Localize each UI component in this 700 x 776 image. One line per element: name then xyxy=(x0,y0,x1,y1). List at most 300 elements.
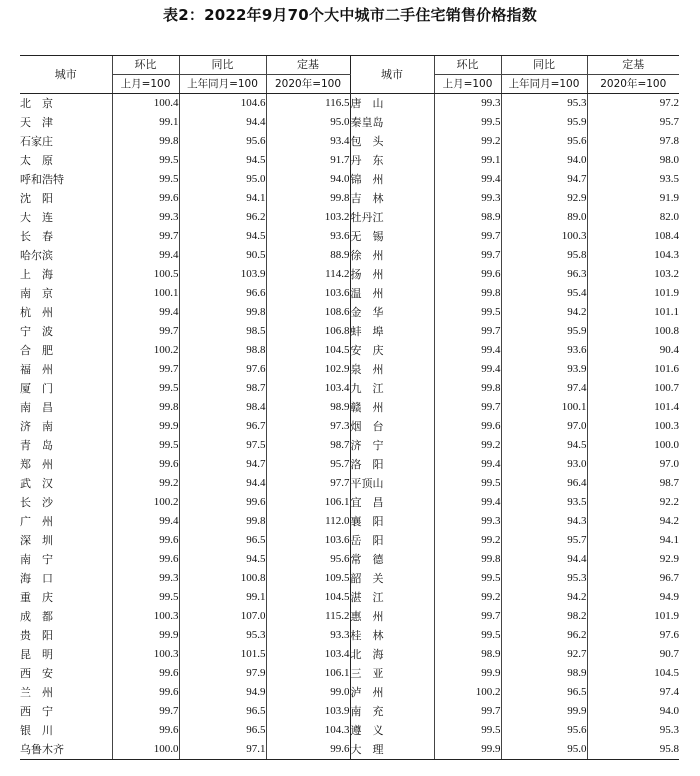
left-mom-cell: 100.4 xyxy=(112,94,179,114)
left-yoy-cell: 95.6 xyxy=(179,132,266,151)
left-yoy-cell: 107.0 xyxy=(179,607,266,626)
right-mom-cell: 99.2 xyxy=(434,588,501,607)
right-base-cell: 92.2 xyxy=(587,493,679,512)
right-city-cell: 扬 州 xyxy=(350,265,434,284)
left-mom-cell: 99.4 xyxy=(112,512,179,531)
left-yoy-cell: 97.1 xyxy=(179,740,266,760)
table-row xyxy=(20,626,679,645)
right-mom-cell: 99.5 xyxy=(434,303,501,322)
right-city-cell: 北 海 xyxy=(350,645,434,664)
left-mom-cell: 100.3 xyxy=(112,645,179,664)
right-mom-cell: 99.8 xyxy=(434,379,501,398)
right-yoy-cell: 95.3 xyxy=(501,569,587,588)
left-mom-cell: 99.4 xyxy=(112,303,179,322)
left-base-cell: 99.8 xyxy=(266,189,350,208)
subheader-base-right: 2020年=100 xyxy=(587,75,679,94)
right-base-cell: 94.2 xyxy=(587,512,679,531)
right-yoy-cell: 95.3 xyxy=(501,94,587,114)
left-base-cell: 88.9 xyxy=(266,246,350,265)
right-base-cell: 90.7 xyxy=(587,645,679,664)
left-mom-cell: 99.5 xyxy=(112,151,179,170)
right-base-cell: 101.6 xyxy=(587,360,679,379)
right-city-cell: 济 宁 xyxy=(350,436,434,455)
right-yoy-cell: 96.2 xyxy=(501,626,587,645)
table-row xyxy=(20,664,679,683)
right-base-cell: 92.9 xyxy=(587,550,679,569)
header-yoy-right: 同比 xyxy=(501,56,587,75)
left-mom-cell: 99.7 xyxy=(112,702,179,721)
left-yoy-cell: 100.8 xyxy=(179,569,266,588)
left-yoy-cell: 94.4 xyxy=(179,113,266,132)
left-mom-cell: 99.6 xyxy=(112,664,179,683)
right-city-cell: 常 德 xyxy=(350,550,434,569)
right-yoy-cell: 100.3 xyxy=(501,227,587,246)
left-yoy-cell: 104.6 xyxy=(179,94,266,114)
right-yoy-cell: 94.2 xyxy=(501,303,587,322)
right-mom-cell: 99.4 xyxy=(434,360,501,379)
left-city-cell: 西 安 xyxy=(20,667,53,680)
left-mom-cell: 99.9 xyxy=(112,417,179,436)
right-mom-cell: 99.7 xyxy=(434,227,501,246)
right-base-cell: 96.7 xyxy=(587,569,679,588)
right-city-cell: 宜 昌 xyxy=(350,493,434,512)
right-city-cell: 泸 州 xyxy=(350,683,434,702)
right-city-cell: 蚌 埠 xyxy=(350,322,434,341)
left-mom-cell: 99.5 xyxy=(112,436,179,455)
table-row xyxy=(20,512,679,531)
left-mom-cell: 99.8 xyxy=(112,132,179,151)
right-base-cell: 93.5 xyxy=(587,170,679,189)
left-city-cell: 重 庆 xyxy=(20,591,53,604)
right-yoy-cell: 95.9 xyxy=(501,113,587,132)
table-row xyxy=(20,189,679,208)
right-city-cell: 三 亚 xyxy=(350,664,434,683)
right-city-cell: 无 锡 xyxy=(350,227,434,246)
right-city-cell: 平顶山 xyxy=(350,474,434,493)
table-row xyxy=(20,493,679,512)
table-row xyxy=(20,740,679,760)
left-base-cell: 91.7 xyxy=(266,151,350,170)
right-base-cell: 97.6 xyxy=(587,626,679,645)
right-mom-cell: 99.8 xyxy=(434,284,501,303)
table-row xyxy=(20,588,679,607)
left-base-cell: 103.4 xyxy=(266,645,350,664)
right-mom-cell: 99.5 xyxy=(434,569,501,588)
left-yoy-cell: 97.9 xyxy=(179,664,266,683)
left-base-cell: 95.6 xyxy=(266,550,350,569)
right-mom-cell: 99.7 xyxy=(434,322,501,341)
subheader-yoy-right: 上年同月=100 xyxy=(501,75,587,94)
left-yoy-cell: 94.5 xyxy=(179,227,266,246)
left-mom-cell: 99.6 xyxy=(112,550,179,569)
header-city-right: 城市 xyxy=(350,56,434,94)
price-index-table xyxy=(20,55,679,760)
right-base-cell: 108.4 xyxy=(587,227,679,246)
right-yoy-cell: 92.9 xyxy=(501,189,587,208)
left-mom-cell: 99.6 xyxy=(112,189,179,208)
left-yoy-cell: 101.5 xyxy=(179,645,266,664)
right-mom-cell: 99.3 xyxy=(434,189,501,208)
right-yoy-cell: 95.7 xyxy=(501,531,587,550)
left-city-cell: 兰 州 xyxy=(20,686,53,699)
left-base-cell: 97.3 xyxy=(266,417,350,436)
left-base-cell: 104.5 xyxy=(266,341,350,360)
right-base-cell: 104.3 xyxy=(587,246,679,265)
left-mom-cell: 99.7 xyxy=(112,322,179,341)
right-city-cell: 金 华 xyxy=(350,303,434,322)
left-mom-cell: 99.8 xyxy=(112,398,179,417)
right-base-cell: 100.8 xyxy=(587,322,679,341)
left-yoy-cell: 94.7 xyxy=(179,455,266,474)
right-city-cell: 南 充 xyxy=(350,702,434,721)
left-city-cell: 济 南 xyxy=(20,420,53,433)
right-mom-cell: 99.5 xyxy=(434,721,501,740)
right-city-cell: 遵 义 xyxy=(350,721,434,740)
table-row xyxy=(20,417,679,436)
left-base-cell: 95.7 xyxy=(266,455,350,474)
right-base-cell: 100.3 xyxy=(587,417,679,436)
right-yoy-cell: 98.9 xyxy=(501,664,587,683)
left-base-cell: 108.6 xyxy=(266,303,350,322)
table-row xyxy=(20,284,679,303)
left-base-cell: 102.9 xyxy=(266,360,350,379)
left-mom-cell: 100.3 xyxy=(112,607,179,626)
right-yoy-cell: 94.5 xyxy=(501,436,587,455)
left-base-cell: 99.6 xyxy=(266,740,350,760)
right-base-cell: 82.0 xyxy=(587,208,679,227)
right-yoy-cell: 95.8 xyxy=(501,246,587,265)
right-yoy-cell: 95.9 xyxy=(501,322,587,341)
right-city-cell: 岳 阳 xyxy=(350,531,434,550)
table-row xyxy=(20,170,679,189)
left-mom-cell: 99.7 xyxy=(112,227,179,246)
left-base-cell: 104.3 xyxy=(266,721,350,740)
left-city-cell: 太 原 xyxy=(20,154,53,167)
left-base-cell: 103.6 xyxy=(266,531,350,550)
left-yoy-cell: 99.6 xyxy=(179,493,266,512)
left-yoy-cell: 96.5 xyxy=(179,721,266,740)
left-base-cell: 103.9 xyxy=(266,702,350,721)
left-yoy-cell: 90.5 xyxy=(179,246,266,265)
left-city-cell: 银 川 xyxy=(20,724,53,737)
left-mom-cell: 99.7 xyxy=(112,360,179,379)
left-yoy-cell: 99.1 xyxy=(179,588,266,607)
left-mom-cell: 99.3 xyxy=(112,208,179,227)
right-yoy-cell: 96.5 xyxy=(501,683,587,702)
right-mom-cell: 99.2 xyxy=(434,436,501,455)
table-row xyxy=(20,398,679,417)
right-yoy-cell: 94.4 xyxy=(501,550,587,569)
right-city-cell: 牡丹江 xyxy=(350,208,434,227)
right-city-cell: 赣 州 xyxy=(350,398,434,417)
right-yoy-cell: 94.3 xyxy=(501,512,587,531)
left-base-cell: 109.5 xyxy=(266,569,350,588)
right-base-cell: 97.0 xyxy=(587,455,679,474)
left-base-cell: 93.3 xyxy=(266,626,350,645)
left-mom-cell: 99.6 xyxy=(112,721,179,740)
table-row xyxy=(20,645,679,664)
right-yoy-cell: 97.4 xyxy=(501,379,587,398)
left-base-cell: 106.8 xyxy=(266,322,350,341)
right-base-cell: 90.4 xyxy=(587,341,679,360)
left-yoy-cell: 98.7 xyxy=(179,379,266,398)
right-base-cell: 98.0 xyxy=(587,151,679,170)
right-yoy-cell: 94.2 xyxy=(501,588,587,607)
right-city-cell: 秦皇岛 xyxy=(350,113,434,132)
subheader-yoy-left: 上年同月=100 xyxy=(179,75,266,94)
left-city-cell: 宁 波 xyxy=(20,325,53,338)
right-base-cell: 100.7 xyxy=(587,379,679,398)
right-base-cell: 97.2 xyxy=(587,94,679,114)
table-row xyxy=(20,246,679,265)
table-row xyxy=(20,436,679,455)
right-mom-cell: 99.2 xyxy=(434,531,501,550)
left-yoy-cell: 96.7 xyxy=(179,417,266,436)
right-yoy-cell: 95.0 xyxy=(501,740,587,760)
left-yoy-cell: 99.8 xyxy=(179,512,266,531)
subheader-mom-right: 上月=100 xyxy=(434,75,501,94)
right-mom-cell: 98.9 xyxy=(434,208,501,227)
left-yoy-cell: 99.8 xyxy=(179,303,266,322)
left-base-cell: 103.4 xyxy=(266,379,350,398)
right-yoy-cell: 97.0 xyxy=(501,417,587,436)
right-yoy-cell: 95.6 xyxy=(501,721,587,740)
table-row xyxy=(20,265,679,284)
table-row xyxy=(20,550,679,569)
left-base-cell: 103.6 xyxy=(266,284,350,303)
right-city-cell: 洛 阳 xyxy=(350,455,434,474)
right-city-cell: 温 州 xyxy=(350,284,434,303)
right-base-cell: 97.8 xyxy=(587,132,679,151)
right-mom-cell: 99.4 xyxy=(434,170,501,189)
left-yoy-cell: 94.4 xyxy=(179,474,266,493)
left-base-cell: 98.9 xyxy=(266,398,350,417)
right-mom-cell: 99.4 xyxy=(434,493,501,512)
right-base-cell: 100.0 xyxy=(587,436,679,455)
left-mom-cell: 99.5 xyxy=(112,588,179,607)
header-yoy-left: 同比 xyxy=(179,56,266,75)
left-city-cell: 上 海 xyxy=(20,268,53,281)
right-mom-cell: 99.2 xyxy=(434,132,501,151)
left-yoy-cell: 94.5 xyxy=(179,550,266,569)
table-row xyxy=(20,702,679,721)
left-city-cell: 北 京 xyxy=(20,97,53,110)
left-city-cell: 福 州 xyxy=(20,363,53,376)
left-city-cell: 郑 州 xyxy=(20,458,53,471)
right-city-cell: 烟 台 xyxy=(350,417,434,436)
left-base-cell: 112.0 xyxy=(266,512,350,531)
right-city-cell: 泉 州 xyxy=(350,360,434,379)
left-yoy-cell: 94.5 xyxy=(179,151,266,170)
right-city-cell: 丹 东 xyxy=(350,151,434,170)
left-yoy-cell: 98.4 xyxy=(179,398,266,417)
left-city-cell: 合 肥 xyxy=(20,344,53,357)
left-city-cell: 乌鲁木齐 xyxy=(20,740,112,760)
page-title: 表2：2022年9月70个大中城市二手住宅销售价格指数 xyxy=(163,6,537,24)
left-yoy-cell: 94.9 xyxy=(179,683,266,702)
left-mom-cell: 99.5 xyxy=(112,379,179,398)
left-mom-cell: 99.6 xyxy=(112,683,179,702)
right-base-cell: 101.9 xyxy=(587,284,679,303)
right-mom-cell: 99.9 xyxy=(434,664,501,683)
left-city-cell: 南 宁 xyxy=(20,553,53,566)
right-city-cell: 韶 关 xyxy=(350,569,434,588)
right-base-cell: 95.8 xyxy=(587,740,679,760)
right-yoy-cell: 99.9 xyxy=(501,702,587,721)
header-mom-right: 环比 xyxy=(434,56,501,75)
left-city-cell: 深 圳 xyxy=(20,534,53,547)
right-mom-cell: 99.4 xyxy=(434,455,501,474)
right-yoy-cell: 93.0 xyxy=(501,455,587,474)
left-mom-cell: 99.6 xyxy=(112,531,179,550)
subheader-mom-left: 上月=100 xyxy=(112,75,179,94)
table-row xyxy=(20,683,679,702)
left-mom-cell: 100.2 xyxy=(112,341,179,360)
right-city-cell: 包 头 xyxy=(350,132,434,151)
left-mom-cell: 100.0 xyxy=(112,740,179,760)
left-city-cell: 西 宁 xyxy=(20,705,53,718)
header-city-left: 城市 xyxy=(20,56,112,94)
table-row xyxy=(20,341,679,360)
table-row xyxy=(20,360,679,379)
left-base-cell: 99.0 xyxy=(266,683,350,702)
right-base-cell: 94.1 xyxy=(587,531,679,550)
right-mom-cell: 100.2 xyxy=(434,683,501,702)
table-row xyxy=(20,607,679,626)
right-yoy-cell: 95.4 xyxy=(501,284,587,303)
right-mom-cell: 99.3 xyxy=(434,94,501,114)
right-mom-cell: 99.5 xyxy=(434,474,501,493)
table-row xyxy=(20,303,679,322)
left-yoy-cell: 103.9 xyxy=(179,265,266,284)
table-row xyxy=(20,227,679,246)
left-base-cell: 93.4 xyxy=(266,132,350,151)
left-yoy-cell: 94.1 xyxy=(179,189,266,208)
right-yoy-cell: 93.6 xyxy=(501,341,587,360)
table-header xyxy=(20,56,679,94)
header-base-left: 定基 xyxy=(266,56,350,75)
right-city-cell: 吉 林 xyxy=(350,189,434,208)
left-yoy-cell: 98.8 xyxy=(179,341,266,360)
right-mom-cell: 99.7 xyxy=(434,398,501,417)
right-mom-cell: 99.9 xyxy=(434,740,501,760)
left-base-cell: 94.0 xyxy=(266,170,350,189)
right-mom-cell: 99.7 xyxy=(434,607,501,626)
left-city-cell: 海 口 xyxy=(20,572,53,585)
left-base-cell: 97.7 xyxy=(266,474,350,493)
left-city-cell: 成 都 xyxy=(20,610,53,623)
table-row xyxy=(20,208,679,227)
right-mom-cell: 99.4 xyxy=(434,341,501,360)
left-base-cell: 98.7 xyxy=(266,436,350,455)
right-city-cell: 惠 州 xyxy=(350,607,434,626)
table-row xyxy=(20,569,679,588)
right-city-cell: 襄 阳 xyxy=(350,512,434,531)
left-city-cell: 沈 阳 xyxy=(20,192,53,205)
right-city-cell: 徐 州 xyxy=(350,246,434,265)
right-yoy-cell: 92.7 xyxy=(501,645,587,664)
left-base-cell: 106.1 xyxy=(266,493,350,512)
left-yoy-cell: 96.5 xyxy=(179,531,266,550)
left-mom-cell: 99.6 xyxy=(112,455,179,474)
right-mom-cell: 99.1 xyxy=(434,151,501,170)
right-mom-cell: 99.8 xyxy=(434,550,501,569)
table-row xyxy=(20,531,679,550)
left-city-cell: 武 汉 xyxy=(20,477,53,490)
left-mom-cell: 99.2 xyxy=(112,474,179,493)
right-base-cell: 101.9 xyxy=(587,607,679,626)
right-yoy-cell: 95.6 xyxy=(501,132,587,151)
left-base-cell: 104.5 xyxy=(266,588,350,607)
left-city-cell: 呼和浩特 xyxy=(20,173,64,186)
left-yoy-cell: 96.2 xyxy=(179,208,266,227)
left-yoy-cell: 95.0 xyxy=(179,170,266,189)
right-mom-cell: 99.7 xyxy=(434,702,501,721)
table-row xyxy=(20,132,679,151)
left-base-cell: 103.2 xyxy=(266,208,350,227)
right-base-cell: 94.0 xyxy=(587,702,679,721)
right-city-cell: 桂 林 xyxy=(350,626,434,645)
right-city-cell: 锦 州 xyxy=(350,170,434,189)
left-city-cell: 天 津 xyxy=(20,116,53,129)
left-city-cell: 南 昌 xyxy=(20,401,53,414)
right-base-cell: 95.7 xyxy=(587,113,679,132)
right-base-cell: 97.4 xyxy=(587,683,679,702)
left-base-cell: 93.6 xyxy=(266,227,350,246)
left-base-cell: 95.0 xyxy=(266,113,350,132)
right-mom-cell: 99.7 xyxy=(434,246,501,265)
left-city-cell: 长 沙 xyxy=(20,496,53,509)
left-yoy-cell: 98.5 xyxy=(179,322,266,341)
left-city-cell: 哈尔滨 xyxy=(20,249,53,262)
left-city-cell: 厦 门 xyxy=(20,382,53,395)
right-yoy-cell: 100.1 xyxy=(501,398,587,417)
left-base-cell: 114.2 xyxy=(266,265,350,284)
table-row xyxy=(20,379,679,398)
table-row xyxy=(20,474,679,493)
table-row xyxy=(20,113,679,132)
left-mom-cell: 100.2 xyxy=(112,493,179,512)
left-yoy-cell: 96.6 xyxy=(179,284,266,303)
right-base-cell: 101.1 xyxy=(587,303,679,322)
table-body xyxy=(20,94,679,760)
right-yoy-cell: 98.2 xyxy=(501,607,587,626)
right-mom-cell: 99.6 xyxy=(434,265,501,284)
left-mom-cell: 99.9 xyxy=(112,626,179,645)
right-base-cell: 94.9 xyxy=(587,588,679,607)
left-yoy-cell: 97.5 xyxy=(179,436,266,455)
left-yoy-cell: 96.5 xyxy=(179,702,266,721)
right-base-cell: 95.3 xyxy=(587,721,679,740)
left-city-cell: 贵 阳 xyxy=(20,629,53,642)
right-mom-cell: 99.6 xyxy=(434,417,501,436)
right-city-cell: 湛 江 xyxy=(350,588,434,607)
right-yoy-cell: 96.3 xyxy=(501,265,587,284)
left-city-cell: 长 春 xyxy=(20,230,53,243)
table-row xyxy=(20,94,679,114)
left-city-cell: 昆 明 xyxy=(20,648,53,661)
right-yoy-cell: 94.7 xyxy=(501,170,587,189)
left-city-cell: 石家庄 xyxy=(20,135,53,148)
left-mom-cell: 100.5 xyxy=(112,265,179,284)
right-city-cell: 大 理 xyxy=(350,740,434,760)
left-city-cell: 南 京 xyxy=(20,287,53,300)
right-mom-cell: 99.5 xyxy=(434,113,501,132)
right-yoy-cell: 93.5 xyxy=(501,493,587,512)
left-city-cell: 大 连 xyxy=(20,211,53,224)
right-mom-cell: 98.9 xyxy=(434,645,501,664)
table-row xyxy=(20,455,679,474)
